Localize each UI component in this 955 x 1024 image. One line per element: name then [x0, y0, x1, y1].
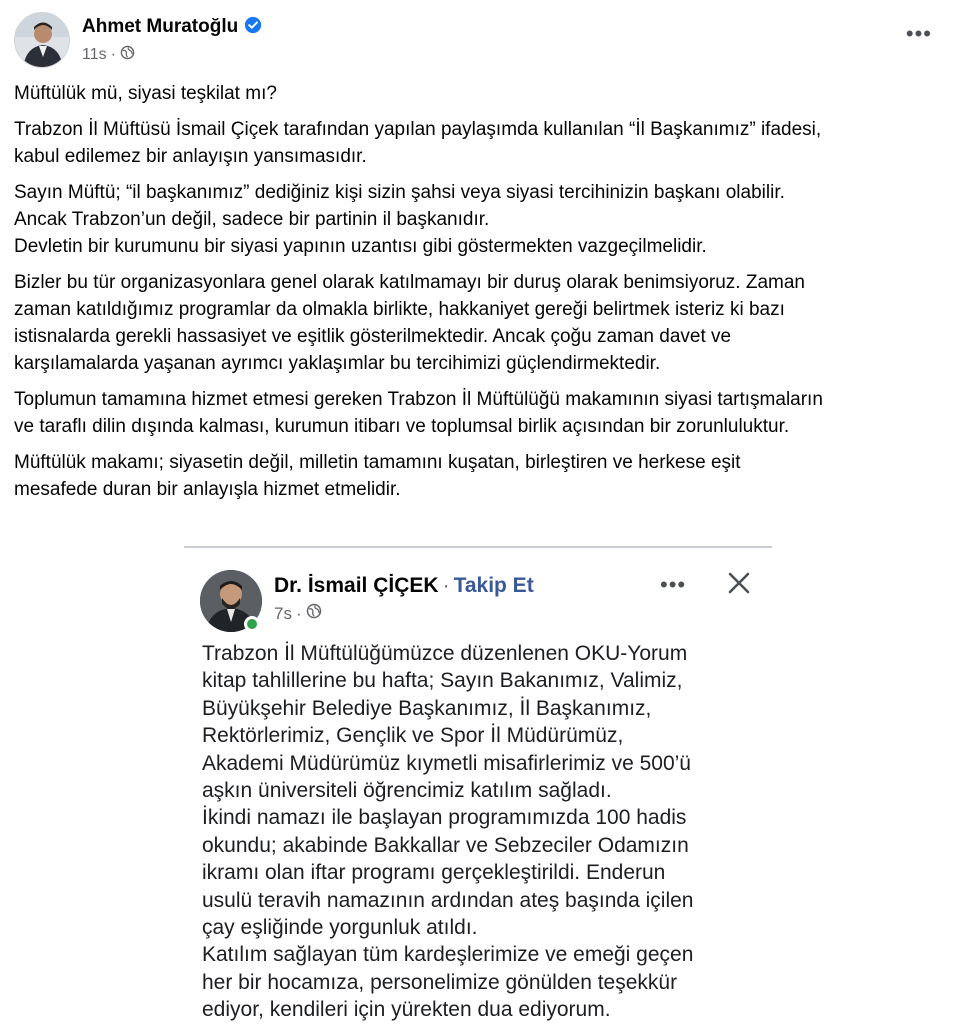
verified-badge-icon [244, 16, 262, 40]
shared-text-line: ikramı olan iftar programı gerçekleştirildi. Enderun [202, 861, 666, 885]
globe-icon [306, 603, 322, 624]
shared-post-meta [274, 603, 322, 624]
shared-text-line: ediyor, kendileri için yürekten dua ediyorum. [202, 998, 611, 1022]
shared-text-line: her bir hocamıza, personelimize gönülden teşekkür [202, 970, 678, 994]
post-paragraph [14, 449, 942, 503]
shared-post-text [202, 640, 762, 1024]
post-text-line: istisnalarda gerekli hassasiyet ve eşitlik gösterilmektedir. Ancak çoğu zaman davet ve [14, 326, 732, 347]
shared-text-line: Akademi Müdürümüz kıymetli misafirlerimiz ve 500’ü [202, 751, 691, 775]
post-paragraph [14, 386, 942, 440]
post-text-line: Devletin bir kurumunu bir siyasi yapının uzantısı gibi göstermekten vazgeçilmelidir. [14, 236, 707, 257]
post-text-line: ve taraflı dilin dışında kalması, kurumun itibarı ve toplumsal birlik açısından bir zorunluluktur. [14, 416, 790, 437]
shared-post-screenshot [184, 546, 772, 1024]
post-time[interactable]: 11s [82, 46, 107, 63]
shared-text-line: kitap tahlillerine bu hafta; Sayın Bakanımız, Valimiz, [202, 669, 683, 693]
post-text-line: Trabzon İl Müftüsü İsmail Çiçek tarafından yapılan paylaşımda kullanılan “İl Başkanımız” ifadesi, [14, 119, 822, 140]
post-text-line: Sayın Müftü; “il başkanımız” dediğiniz kişi sizin şahsi veya siyasi tercihinizin başkanı olabilir. [14, 182, 785, 203]
author-avatar[interactable] [14, 12, 70, 68]
more-options-icon[interactable]: ••• [905, 21, 932, 46]
post-text-line: Bizler bu tür organizasyonlara genel olarak katılmamayı bir duruş olarak benimsiyoruz. Zaman [14, 272, 805, 293]
post-header [14, 12, 944, 68]
post-paragraph [14, 116, 942, 170]
post-text-line: Ancak Trabzon’un değil, sadece bir partinin il başkanıdır. [14, 209, 490, 230]
shared-author-name: Dr. İsmail ÇİÇEK [274, 574, 439, 597]
shared-text-line: okundu; akabinde Bakkallar ve Sebzeciler Odamızın [202, 833, 689, 857]
post-text-line: karşılamalarda yaşanan ayrımcı yaklaşımlar bu tercihimizi güçlendirmektedir. [14, 353, 661, 374]
post-text-line: Toplumun tamamına hizmet etmesi gereken Trabzon İl Müftülüğü makamının siyasi tartışmaların [14, 389, 823, 410]
shared-text-line: Rektörlerimiz, Gençlik ve Spor İl Müdürümüz, [202, 724, 624, 748]
shared-text-line: usulü teravih namazının ardından ateş başında içilen [202, 888, 694, 912]
globe-icon [120, 45, 135, 65]
author-name-text[interactable]: Ahmet Muratoğlu [82, 16, 239, 37]
shared-meta-separator: · [295, 603, 302, 623]
shared-text-line: Katılım sağlayan tüm kardeşlerimize ve emeği geçen [202, 943, 694, 967]
shared-text-line: Büyükşehir Belediye Başkanımız, İl Başkanımız, [202, 696, 652, 720]
shared-post-time: 7s [274, 603, 292, 623]
shared-text-line: İkindi namazı ile başlayan programımızda 100 hadis [202, 806, 687, 830]
shared-text-line: Trabzon İl Müftülüğümüzce düzenlenen OKU-Yorum [202, 642, 688, 665]
author-name[interactable] [82, 16, 262, 40]
post-text-line: kabul edilemez bir anlayışın yansımasıdır. [14, 146, 367, 167]
close-icon [724, 568, 754, 598]
follow-link: Takip Et [453, 574, 534, 597]
shared-author-header [274, 574, 534, 598]
post-paragraph [14, 269, 942, 377]
shared-text-line: aşkın üniversiteli öğrencimiz katılım sağladı. [202, 779, 612, 803]
post-text-line: Müftülük mü, siyasi teşkilat mı? [14, 83, 277, 104]
post-body [14, 80, 942, 512]
online-status-indicator [244, 616, 260, 632]
post-text-line: mesafede duran bir anlayışla hizmet etmelidir. [14, 479, 401, 500]
meta-separator: · [110, 46, 116, 63]
shared-author-avatar [200, 570, 262, 632]
post-meta [82, 45, 135, 65]
shared-text-line: çay eşliğinde yorgunluk atıldı. [202, 916, 478, 940]
post-text-line: Müftülük makamı; siyasetin değil, milletin tamamını kuşatan, birleştiren ve herkese eşit [14, 452, 741, 473]
post-paragraph [14, 179, 942, 260]
shared-name-dot: · [442, 574, 450, 597]
shared-more-options-icon: ••• [660, 572, 687, 597]
post-paragraph [14, 80, 942, 107]
post-text-line: zaman katıldığımız programlar da olmakla birlikte, hakkaniyet gereği belirtmek isteriz ki bazı [14, 299, 785, 320]
